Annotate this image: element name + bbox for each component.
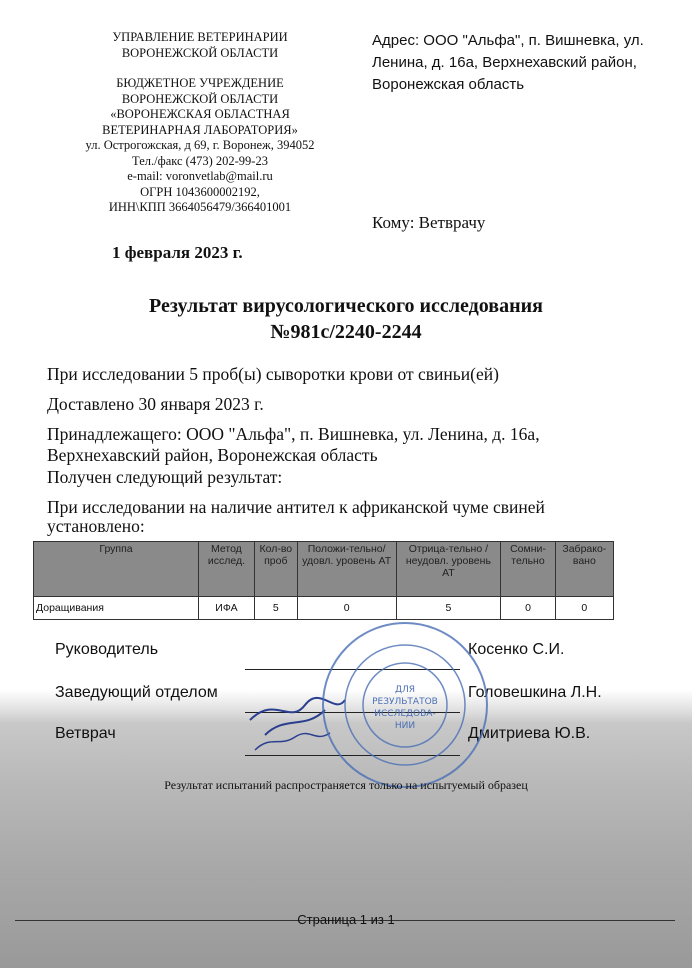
signature-role: Ветврач xyxy=(55,725,116,742)
table-header: Группа Метод исслед. Кол-во проб Положи-тельно/ удовл. уровень АТ Отрица-тельно / неудовл. уровень АТ Сомни-тельно Забрако-вано xyxy=(34,542,614,597)
document-date: 1 февраля 2023 г. xyxy=(112,243,243,262)
signature-role: Руководитель xyxy=(55,641,159,658)
footer-note: Результат испытаний распространяется только на испытуемый образец xyxy=(164,778,528,792)
recipient: Кому: Ветврачу xyxy=(372,213,486,232)
page-number: Страница 1 из 1 xyxy=(297,912,395,927)
signature-name: Дмитриева Ю.В. xyxy=(468,725,591,742)
signature-name: Головешкина Л.Н. xyxy=(468,684,602,701)
table-row: Доращивания ИФА 5 0 5 0 0 xyxy=(34,597,614,620)
signature-role: Заведующий отделом xyxy=(55,684,218,701)
results-table xyxy=(33,541,614,620)
paragraph: При исследовании 5 проб(ы) сыворотки крови от свиньи(ей) xyxy=(47,364,499,384)
paragraph: Доставлено 30 января 2023 г. xyxy=(47,394,264,414)
svg-text:ИССЛЕДОВА-: ИССЛЕДОВА- xyxy=(374,709,436,719)
official-stamp xyxy=(320,620,490,790)
document-title: Результат вирусологического исследования №981с/2240-2244 xyxy=(149,295,543,343)
paragraph: При исследовании на наличие антител к африканской чуме свиней установлено: xyxy=(47,497,545,536)
paragraph: Принадлежащего: ООО "Альфа", п. Вишневка, ул. Ленина, д. 16а, Верхнехавский район, Воронежская область xyxy=(47,424,540,465)
recipient-address: Адрес: ООО "Альфа", п. Вишневка, ул. Ленина, д. 16а, Верхнехавский район, Воронежская область xyxy=(372,32,644,93)
svg-text:РЕЗУЛЬТАТОВ: РЕЗУЛЬТАТОВ xyxy=(372,697,438,707)
paragraph: Получен следующий результат: xyxy=(47,467,283,487)
signature-name: Косенко С.И. xyxy=(468,641,565,658)
organization-header: УПРАВЛЕНИЕ ВЕТЕРИНАРИИ ВОРОНЕЖСКОЙ ОБЛАСТИ БЮДЖЕТНОЕ УЧРЕЖДЕНИЕ ВОРОНЕЖСКОЙ ОБЛАСТИ «ВОРОНЕЖСКАЯ ОБЛАСТНАЯ ВЕТЕРИНАРНАЯ ЛАБОРАТОРИЯ» ул. Острогожская, д 69, г. Воронеж, 394052 Тел./факс (473) 202-99-23 e-mail: voronvetlab@mail.ru ОГРН 1043600002192, ИНН\КПП 3664056479/366401001 xyxy=(85,30,315,214)
svg-text:ДЛЯ: ДЛЯ xyxy=(394,685,416,695)
svg-text:НИИ: НИИ xyxy=(394,721,416,731)
